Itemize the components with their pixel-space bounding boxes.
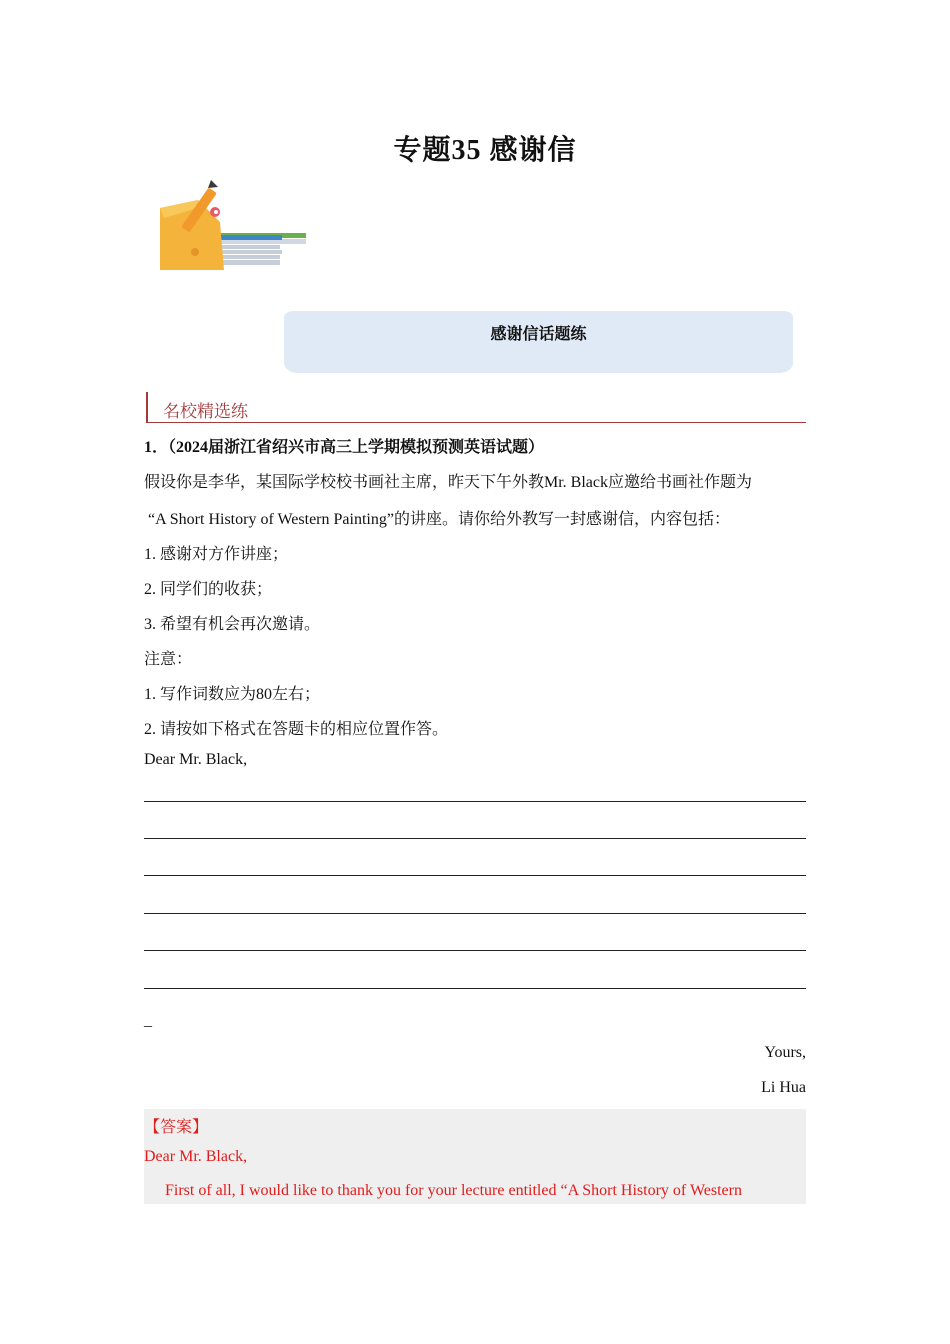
salutation: Dear Mr. Black, xyxy=(144,751,248,768)
writing-line xyxy=(144,950,806,951)
question-number: 1． xyxy=(144,439,169,456)
note-1: 1. 写作词数应为80左右； xyxy=(144,686,321,703)
answer-salutation: Dear Mr. Black, xyxy=(144,1148,248,1165)
question-header xyxy=(144,434,544,457)
notes-label: 注意： xyxy=(144,651,193,668)
writing-line xyxy=(144,988,806,989)
answer-label: 【答案】 xyxy=(144,1119,209,1136)
answer-first-line: First of all, I would like to thank you for your lecture entitled “A Short History of Western xyxy=(165,1182,742,1199)
banner-label: 感谢信话题练 xyxy=(490,326,587,343)
content-point-2: 2. 同学们的收获； xyxy=(144,581,273,598)
closing: Yours, xyxy=(764,1044,806,1061)
question-source: （2024届浙江省绍兴市高三上学期模拟预测英语试题） xyxy=(168,439,545,456)
topic-banner xyxy=(284,311,793,373)
content-point-3: 3. 希望有机会再次邀请。 xyxy=(144,616,321,633)
page-title: 专题35 感谢信 xyxy=(393,135,577,166)
pencil-books-logo-icon xyxy=(158,178,308,273)
section-heading-text: 名校精选练 xyxy=(163,402,248,422)
writing-line xyxy=(144,913,806,914)
signature: Li Hua xyxy=(761,1079,806,1096)
writing-line xyxy=(144,801,806,802)
writing-line xyxy=(144,838,806,839)
content-point-1: 1. 感谢对方作讲座； xyxy=(144,546,289,563)
writing-line xyxy=(144,875,806,876)
prompt-line-1: 假设你是李华，某国际学校校书画社主席，昨天下午外教Mr. Black应邀给书画社作题为 xyxy=(144,474,752,491)
section-bar xyxy=(146,392,148,422)
section-heading xyxy=(146,392,806,423)
note-2: 2. 请按如下格式在答题卡的相应位置作答。 xyxy=(144,721,449,738)
prompt-line-2: “A Short History of Western Painting”的讲座。请你给外教写一封感谢信，内容包括： xyxy=(148,511,730,528)
trailing-underscore: _ xyxy=(144,1012,152,1029)
